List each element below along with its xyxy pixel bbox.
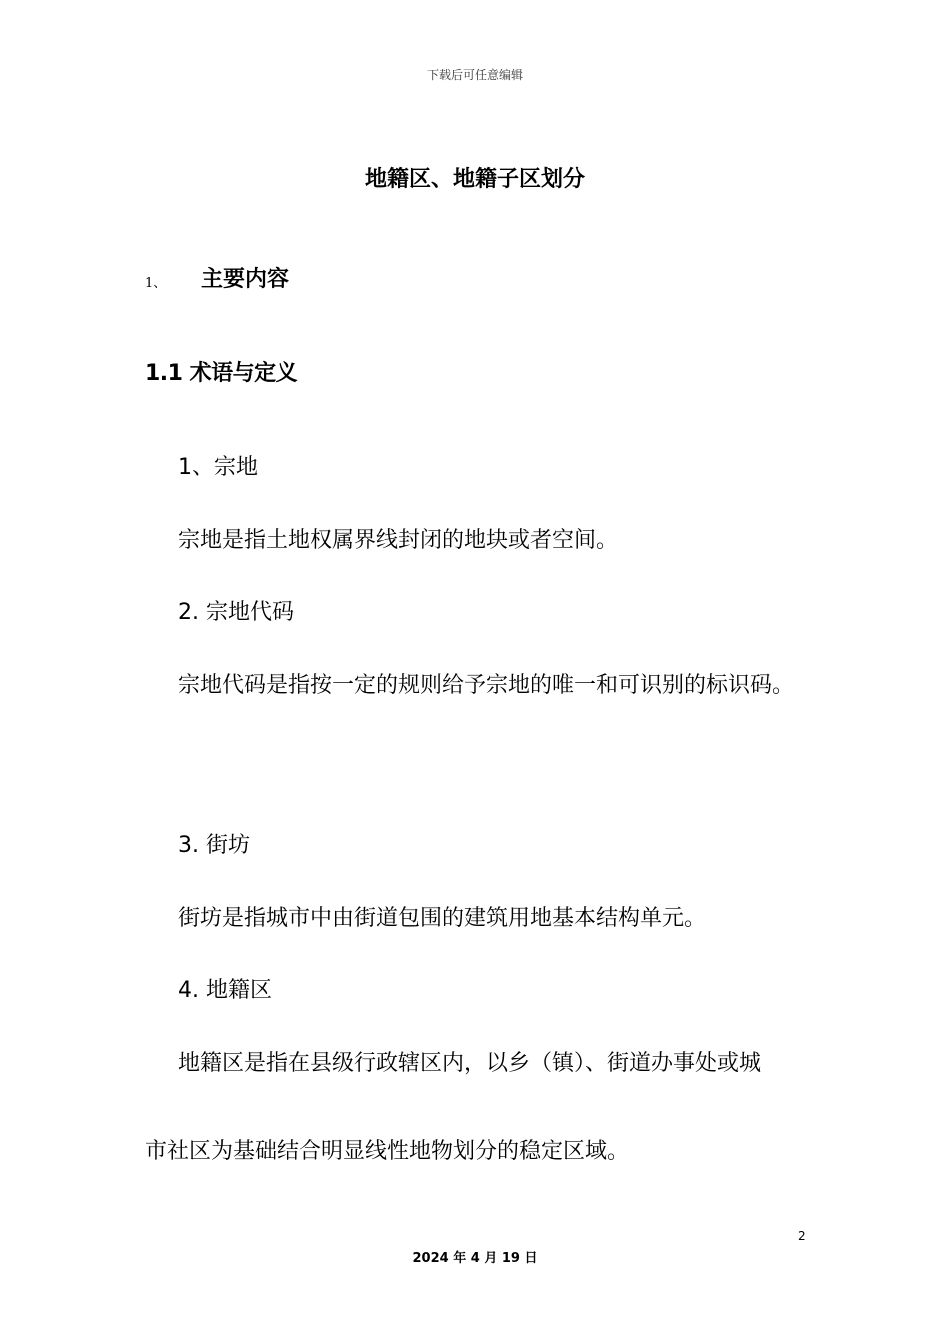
term-definition-4-line2: 市社区为基础结合明显线性地物划分的稳定区域。 xyxy=(145,1139,630,1164)
term-heading-3: 3. 街坊 xyxy=(178,833,250,858)
term-definition-3: 街坊是指城市中由街道包围的建筑用地基本结构单元。 xyxy=(178,906,707,931)
document-title: 地籍区、地籍子区划分 xyxy=(364,167,585,192)
term-definition-1: 宗地是指土地权属界线封闭的地块或者空间。 xyxy=(178,528,619,553)
section-number: 1、 xyxy=(145,276,167,291)
page-number: 2 xyxy=(798,1229,806,1243)
term-heading-1: 1、宗地 xyxy=(178,455,258,480)
term-heading-4: 4. 地籍区 xyxy=(178,978,272,1003)
subsection-heading: 1.1 术语与定义 xyxy=(145,361,298,386)
term-definition-2: 宗地代码是指按一定的规则给予宗地的唯一和可识别的标识码。 xyxy=(178,673,795,698)
page-header: 下载后可任意编辑 xyxy=(426,68,523,82)
term-heading-2: 2. 宗地代码 xyxy=(178,600,294,625)
term-definition-4-line1: 地籍区是指在县级行政辖区内，以乡（镇）、街道办事处或城 xyxy=(178,1051,762,1076)
section-title: 主要内容 xyxy=(201,267,290,292)
footer-date: 2024 年 4 月 19 日 xyxy=(412,1251,538,1266)
